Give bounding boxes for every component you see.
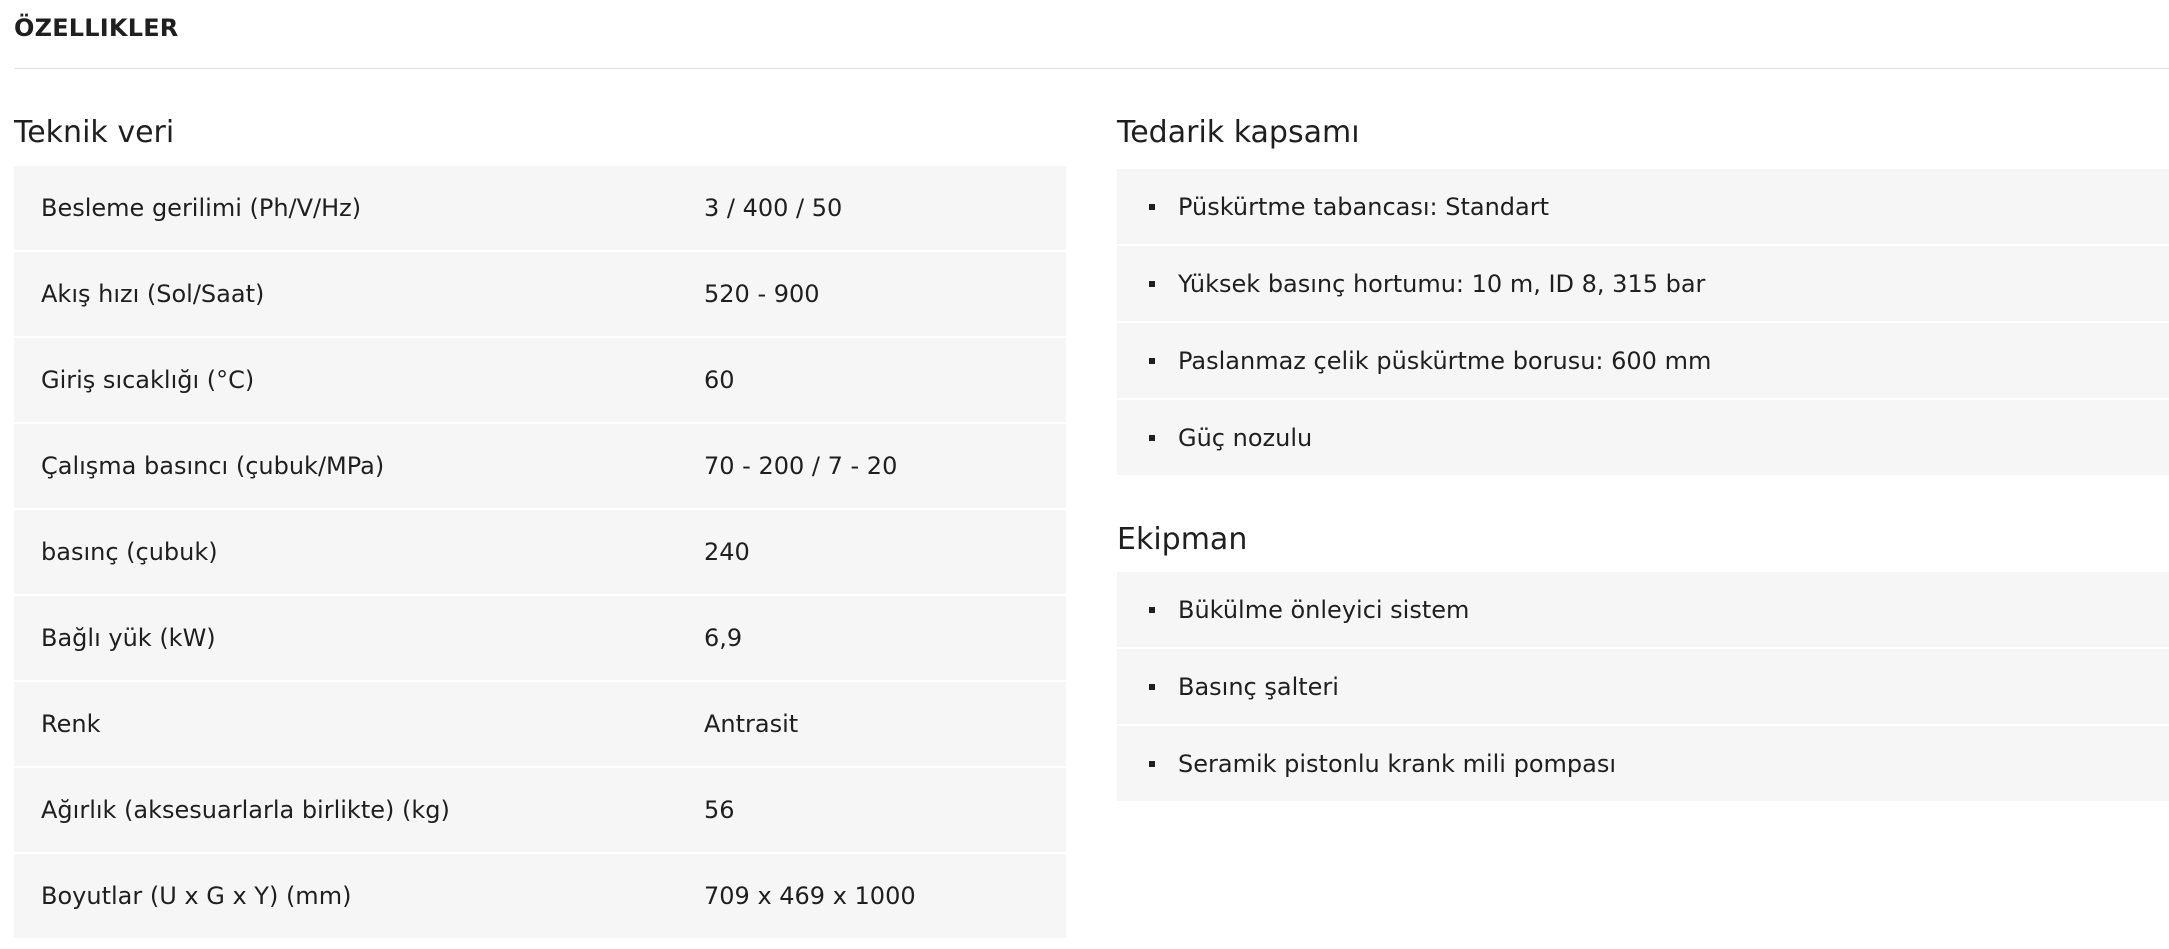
spec-label: Giriş sıcaklığı (°C) [41,366,255,394]
list-item-text: Paslanmaz çelik püskürtme borusu: 600 mm [1178,346,1712,375]
spec-label: Boyutlar (U x G x Y) (mm) [41,882,352,910]
list-item-text: Yüksek basınç hortumu: 10 m, ID 8, 315 bar [1178,269,1706,298]
table-row [14,510,1066,594]
spec-value: 3 / 400 / 50 [704,194,843,222]
list-item [1117,169,2169,244]
scope-of-supply-list [1117,169,2169,477]
equipment-title: Ekipman [1117,522,1248,557]
table-row [14,596,1066,680]
list-item [1117,323,2169,398]
spec-label: basınç (çubuk) [41,538,218,566]
spec-label: Renk [41,710,101,738]
list-item-text: Seramik pistonlu krank mili pompası [1178,749,1616,778]
bullet-icon [1149,761,1155,767]
scope-of-supply-title: Tedarik kapsamı [1117,115,1360,150]
spec-label: Besleme gerilimi (Ph/V/Hz) [41,194,362,222]
table-row [14,338,1066,422]
bullet-icon [1149,684,1155,690]
bullet-icon [1149,358,1155,364]
spec-value: 240 [704,538,750,566]
list-item [1117,649,2169,724]
table-row [14,768,1066,852]
table-row [14,854,1066,938]
list-item [1117,572,2169,647]
list-item [1117,400,2169,475]
spec-label: Ağırlık (aksesuarlarla birlikte) (kg) [41,796,450,824]
list-item [1117,726,2169,801]
spec-label: Çalışma basıncı (çubuk/MPa) [41,452,385,480]
spec-label: Akış hızı (Sol/Saat) [41,280,265,308]
spec-label: Bağlı yük (kW) [41,624,216,652]
list-item-text: Güç nozulu [1178,423,1313,452]
section-divider [14,68,2169,69]
spec-value: 56 [704,796,735,824]
technical-data-table [14,166,1066,940]
list-item-text: Bükülme önleyici sistem [1178,595,1470,624]
list-item [1117,246,2169,321]
spec-value: 60 [704,366,735,394]
bullet-icon [1149,607,1155,613]
spec-value: Antrasit [704,710,799,738]
table-row [14,682,1066,766]
spec-value: 70 - 200 / 7 - 20 [704,452,898,480]
table-row [14,166,1066,250]
section-title: ÖZELLIKLER [14,14,179,42]
bullet-icon [1149,281,1155,287]
technical-data-title: Teknik veri [14,115,175,150]
list-item-text: Basınç şalteri [1178,672,1339,701]
bullet-icon [1149,204,1155,210]
spec-value: 709 x 469 x 1000 [704,882,916,910]
spec-value: 6,9 [704,624,743,652]
equipment-list [1117,572,2169,803]
table-row [14,424,1066,508]
table-row [14,252,1066,336]
spec-value: 520 - 900 [704,280,820,308]
bullet-icon [1149,435,1155,441]
list-item-text: Püskürtme tabancası: Standart [1178,192,1550,221]
